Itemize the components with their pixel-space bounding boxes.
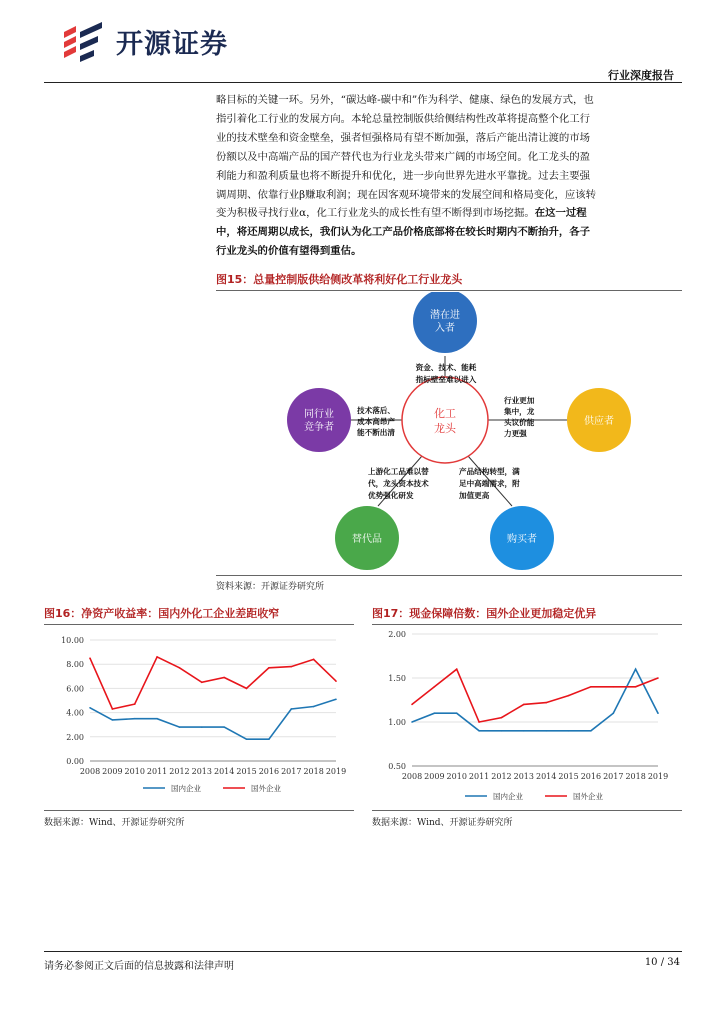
x-tick-label: 2009 (424, 772, 445, 781)
x-tick-label: 2010 (124, 767, 145, 776)
x-tick-label: 2018 (303, 767, 324, 776)
bottom-right-arrow-label: 足中高端需求，附 (459, 479, 520, 488)
legend-label: 国外企业 (573, 792, 603, 801)
data-point (456, 668, 458, 670)
cash-coverage-line-chart (372, 628, 682, 808)
right-arrow-label: 行业更加 (504, 396, 535, 405)
footer-divider (44, 951, 682, 952)
top-arrow-label: 资金、技术、能耗 (415, 363, 477, 372)
data-point (590, 730, 592, 732)
legend-label: 国内企业 (171, 784, 201, 793)
series-line-1 (412, 669, 658, 722)
right-arrow-label: 头议价能 (504, 418, 535, 427)
data-point (156, 718, 158, 720)
figure15-source: 资料来源：开源证券研究所 (216, 582, 325, 592)
data-point (246, 688, 248, 690)
data-point (179, 667, 181, 669)
body-line: 份额以及中高端产品的国产替代也为行业龙头带来广阔的市场空间。化工龙头的盈 (216, 150, 591, 163)
data-point (590, 686, 592, 688)
right-arrow-label: 力更强 (504, 429, 527, 438)
data-point (635, 686, 637, 688)
data-point (268, 738, 270, 740)
body-line: 业的技术壁垒和资金壁垒，强者恒强格局有望不断加强，落后产能出清让渡的市场 (216, 131, 591, 144)
data-point (134, 703, 136, 705)
x-tick-label: 2013 (191, 767, 212, 776)
data-point (179, 726, 181, 728)
center-node-label: 龙头 (434, 422, 456, 435)
data-point (290, 666, 292, 668)
x-tick-label: 2014 (536, 772, 557, 781)
data-point (201, 682, 203, 684)
data-point (612, 686, 614, 688)
data-point (501, 730, 503, 732)
roe-line-chart (44, 628, 354, 808)
figure16-top-rule (44, 624, 354, 625)
figure17-bottom-rule (372, 810, 682, 811)
body-line (216, 242, 682, 261)
figure17-top-rule (372, 624, 682, 625)
node-potential-entrants-label: 入者 (435, 323, 455, 334)
x-tick-label: 2010 (446, 772, 467, 781)
x-tick-label: 2017 (281, 767, 302, 776)
x-tick-label: 2012 (169, 767, 190, 776)
data-point (112, 708, 114, 710)
data-point (478, 721, 480, 723)
x-tick-label: 2013 (513, 772, 534, 781)
data-point (456, 712, 458, 714)
body-line (216, 223, 682, 242)
data-point (313, 659, 315, 661)
y-tick-label: 0.50 (388, 762, 406, 771)
body-text-emphasis: 中，将还周期以成长，我们认为化工产品价格底部将在较长时期内不断抬升，各子 (216, 226, 591, 239)
data-point (223, 677, 225, 679)
legend-label: 国内企业 (493, 792, 523, 801)
body-text-plain: 变为积极寻找行业α，化工行业龙头的成长性有望不断得到市场挖掘。 (216, 207, 535, 220)
body-text-emphasis: 行业龙头的价值有望得到重估。 (216, 245, 362, 258)
data-point (290, 708, 292, 710)
data-point (568, 730, 570, 732)
body-line: 利能力和盈利质量也将不断提升和优化，进一步向世界先进水平靠拢。过去主要强 (216, 169, 591, 182)
bottom-left-arrow-label: 上游化工品难以替 (368, 467, 429, 476)
data-point (501, 717, 503, 719)
left-arrow-label: 成本高昂产 (357, 417, 395, 426)
x-tick-label: 2019 (647, 772, 669, 781)
body-line: 调周期、依靠行业β赚取利润；现在因客观环境带来的发展空间和格局变化，应该转 (216, 188, 597, 201)
node-potential-entrants-label: 潜在进 (430, 310, 460, 321)
right-arrow-label: 集中，龙 (504, 407, 535, 416)
y-tick-label: 4.00 (66, 708, 84, 718)
y-tick-label: 6.00 (66, 684, 84, 694)
figure16-bottom-rule (44, 810, 354, 811)
y-tick-label: 2.00 (66, 732, 84, 742)
data-point (478, 730, 480, 732)
center-node (402, 377, 488, 463)
x-tick-label: 2009 (102, 767, 123, 776)
data-point (335, 680, 337, 682)
x-tick-label: 2015 (236, 767, 257, 776)
y-tick-label: 0.00 (66, 757, 84, 766)
bottom-left-arrow-label: 代，龙头资本技术 (368, 479, 429, 488)
figure16-source: 数据来源：Wind、开源证券研究所 (44, 818, 185, 828)
brand-name: 开源证券 (116, 29, 228, 60)
y-tick-label: 10.00 (61, 636, 84, 645)
data-point (657, 677, 659, 679)
data-point (112, 719, 114, 721)
x-tick-label: 2008 (79, 767, 101, 776)
left-arrow-label: 技术落后、 (357, 406, 395, 415)
y-tick-label: 2.00 (388, 630, 406, 639)
data-point (434, 712, 436, 714)
body-line: 指引着化工行业的发展方向。本轮总量控制版供给侧结构性改革将提高整个化工行 (216, 112, 591, 125)
body-paragraph (216, 91, 682, 261)
page-number: 10 / 34 (644, 957, 680, 968)
data-point (657, 712, 659, 714)
data-point (156, 656, 158, 658)
series-line-1 (90, 657, 336, 709)
data-point (523, 704, 525, 706)
center-node-label: 化工 (434, 407, 456, 420)
data-point (223, 726, 225, 728)
data-point (246, 738, 248, 740)
y-tick-label: 1.50 (388, 674, 406, 683)
data-point (523, 730, 525, 732)
x-tick-label: 2012 (491, 772, 512, 781)
brand-logo-icon (60, 22, 106, 62)
node-competitors-label: 竞争者 (304, 422, 334, 433)
data-point (89, 657, 91, 659)
x-tick-label: 2008 (401, 772, 423, 781)
figure15-title: 图15：总量控制版供给侧改革将利好化工行业龙头 (216, 273, 463, 286)
legend-label: 国外企业 (251, 784, 281, 793)
node-substitutes-label: 替代品 (352, 534, 382, 545)
x-tick-label: 2016 (258, 767, 280, 776)
top-arrow-label: 指标壁垒难以进入 (415, 375, 477, 384)
figure15-bottom-rule (216, 575, 682, 576)
y-tick-label: 1.00 (388, 718, 406, 727)
body-line (216, 204, 682, 223)
body-text-emphasis: 在这一过程 (534, 207, 587, 220)
data-point (568, 695, 570, 697)
figure17-title: 图17：现金保障倍数：国外企业更加稳定优异 (372, 607, 597, 620)
data-point (268, 667, 270, 669)
data-point (411, 721, 413, 723)
figure15-top-rule (216, 290, 682, 291)
header-divider (44, 82, 682, 83)
data-point (434, 686, 436, 688)
body-line: 略目标的关键一环。另外，“碳达峰-碳中和”作为科学、健康、绿色的发展方式，也 (216, 94, 594, 106)
x-tick-label: 2018 (625, 772, 646, 781)
figure16-title: 图16：净资产收益率：国内外化工企业差距收窄 (44, 607, 280, 620)
node-suppliers-label: 供应者 (584, 416, 614, 427)
x-tick-label: 2017 (603, 772, 624, 781)
five-forces-diagram (216, 292, 682, 574)
report-type-label: 行业深度报告 (608, 69, 674, 82)
x-tick-label: 2011 (468, 772, 490, 781)
data-point (612, 712, 614, 714)
footer-disclaimer: 请务必参阅正文后面的信息披露和法律声明 (44, 961, 234, 972)
bottom-right-arrow-label: 产品结构转型，满 (459, 467, 520, 476)
bottom-left-arrow-label: 优势强化研发 (368, 491, 414, 500)
data-point (411, 704, 413, 706)
node-competitors (287, 388, 351, 452)
data-point (635, 668, 637, 670)
data-point (313, 706, 315, 708)
x-tick-label: 2016 (580, 772, 602, 781)
x-tick-label: 2014 (214, 767, 235, 776)
data-point (335, 698, 337, 700)
x-tick-label: 2019 (325, 767, 347, 776)
node-buyers-label: 购买者 (507, 534, 537, 545)
x-tick-label: 2015 (558, 772, 579, 781)
data-point (201, 726, 203, 728)
left-arrow-label: 能不断出清 (357, 428, 395, 437)
node-competitors-label: 同行业 (304, 409, 334, 420)
y-tick-label: 8.00 (66, 660, 84, 670)
figure17-source: 数据来源：Wind、开源证券研究所 (372, 818, 513, 828)
bottom-right-arrow-label: 加值更高 (459, 491, 490, 500)
data-point (545, 702, 547, 704)
x-tick-label: 2011 (146, 767, 168, 776)
data-point (89, 707, 91, 709)
data-point (545, 730, 547, 732)
data-point (134, 718, 136, 720)
